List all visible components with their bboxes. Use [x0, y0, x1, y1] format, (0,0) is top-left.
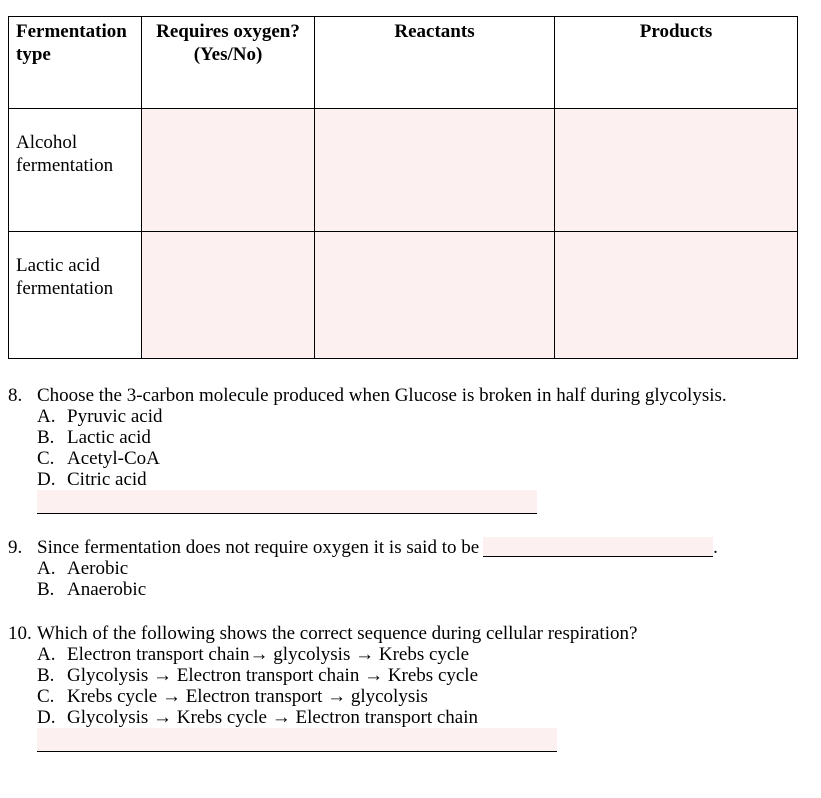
row-label-line2: fermentation: [16, 278, 114, 299]
option-c[interactable]: [8, 686, 637, 707]
answer-cell-alcohol-reactants[interactable]: [315, 109, 555, 232]
header-requires-oxygen-line2: (Yes/No): [193, 44, 263, 65]
answer-blank-q10[interactable]: [37, 728, 557, 752]
option-d[interactable]: [8, 469, 727, 490]
option-text: Glycolysis → Krebs cycle → Electron transport chain: [67, 707, 479, 728]
option-b[interactable]: [8, 427, 727, 448]
question-trailing-period: .: [713, 537, 718, 558]
option-letter: C.: [37, 448, 55, 469]
table-header-row: [9, 17, 798, 109]
option-text: Glycolysis → Electron transport chain → Krebs cycle: [67, 665, 479, 686]
header-products: Products: [555, 17, 798, 109]
question-text: Which of the following shows the correct sequence during cellular respiration?: [37, 623, 638, 644]
row-label-lactic-acid-fermentation: [9, 232, 142, 359]
answer-blank-q9[interactable]: [483, 537, 713, 557]
question-9: [8, 537, 718, 600]
option-a[interactable]: [8, 406, 727, 427]
question-text: Since fermentation does not require oxygen it is said to be: [37, 537, 480, 558]
option-text: Aerobic: [67, 558, 129, 579]
option-text: Lactic acid: [67, 427, 151, 448]
question-10: [8, 623, 637, 728]
option-text: Pyruvic acid: [67, 406, 163, 427]
option-letter: D.: [37, 707, 56, 728]
header-requires-oxygen: [142, 17, 315, 109]
option-letter: B.: [37, 427, 55, 448]
answer-cell-lactic-products[interactable]: [555, 232, 798, 359]
row-label-line2: fermentation: [16, 155, 114, 176]
option-letter: A.: [37, 644, 56, 665]
answer-cell-alcohol-oxygen[interactable]: [142, 109, 315, 232]
option-text: Acetyl-CoA: [67, 448, 160, 469]
option-a[interactable]: [8, 644, 637, 665]
option-letter: A.: [37, 406, 56, 427]
question-number: 8.: [8, 385, 23, 406]
option-d[interactable]: [8, 707, 637, 728]
option-c[interactable]: [8, 448, 727, 469]
option-text: Electron transport chain→ glycolysis → Krebs cycle: [67, 644, 470, 665]
answer-blank-q8[interactable]: [37, 490, 537, 514]
row-label-alcohol-fermentation: [9, 109, 142, 232]
option-text: Anaerobic: [67, 579, 147, 600]
option-a[interactable]: [8, 558, 718, 579]
fermentation-table: [8, 16, 798, 359]
question-number: 9.: [8, 537, 23, 558]
option-letter: D.: [37, 469, 56, 490]
header-fermentation-type: [9, 17, 142, 109]
header-fermentation-type-line1: Fermentation: [16, 21, 127, 42]
header-requires-oxygen-line1: Requires oxygen?: [156, 21, 300, 42]
option-letter: B.: [37, 665, 55, 686]
option-letter: A.: [37, 558, 56, 579]
question-number: 10.: [8, 623, 32, 644]
question-text: Choose the 3-carbon molecule produced when Glucose is broken in half during glycolysis.: [37, 385, 727, 406]
answer-cell-lactic-reactants[interactable]: [315, 232, 555, 359]
option-letter: B.: [37, 579, 55, 600]
option-letter: C.: [37, 686, 55, 707]
answer-cell-alcohol-products[interactable]: [555, 109, 798, 232]
question-8: [8, 385, 727, 490]
header-reactants: Reactants: [315, 17, 555, 109]
option-text: Citric acid: [67, 469, 147, 490]
option-b[interactable]: [8, 579, 718, 600]
option-b[interactable]: [8, 665, 637, 686]
row-label-line1: Lactic acid: [16, 255, 100, 276]
header-fermentation-type-line2: type: [16, 44, 51, 65]
table-row-alcohol: [9, 109, 798, 232]
row-label-line1: Alcohol: [16, 132, 78, 153]
table-row-lactic-acid: [9, 232, 798, 359]
answer-cell-lactic-oxygen[interactable]: [142, 232, 315, 359]
option-text: Krebs cycle → Electron transport → glycolysis: [67, 686, 428, 707]
